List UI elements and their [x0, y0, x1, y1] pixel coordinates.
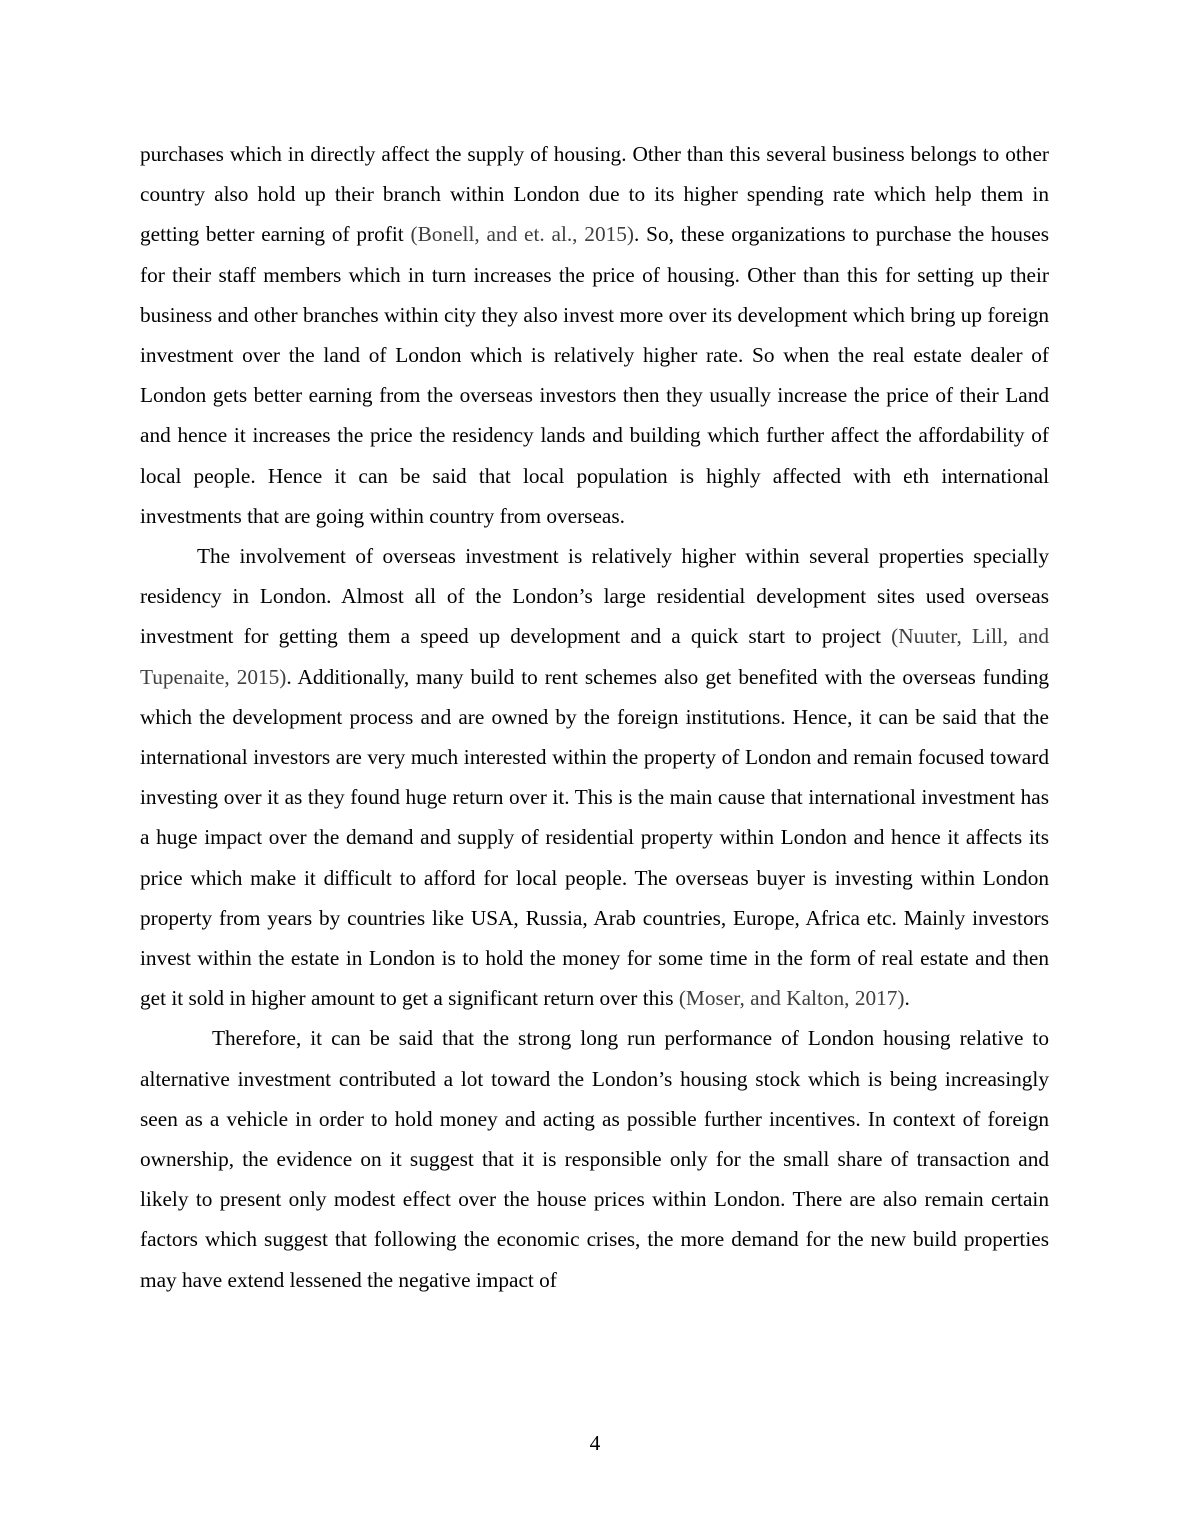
text-run: .	[904, 986, 910, 1011]
citation-nuuter: (Nuuter, Lill, and Tupenaite, 2015)	[140, 624, 1049, 689]
paragraph-2	[140, 536, 1049, 1018]
paragraph-3	[140, 1018, 1049, 1299]
body-text	[140, 134, 1049, 1300]
text-run: Therefore, it can be said that the strong long run performance of London housing relative to alternative investment contributed a lot toward the London’s housing stock which is being increasingly seen as a vehicle in order to hold money and acting as possible further incentives. In context of foreign ownership, the evidence on it suggest that it is responsible only for the small share of transaction and likely to present only modest effect over the house prices within London. There are also remain certain factors which suggest that following the economic crises, the more demand for the new build properties may have extend lessened the negative impact of	[140, 1026, 1049, 1292]
text-run: . Additionally, many build to rent schemes also get benefited with the overseas funding which the development process and are owned by the foreign institutions. Hence, it can be said that the international investors are very much interested within the property of London and remain focused toward investing over it as they found huge return over it. This is the main cause that international investment has a huge impact over the demand and supply of residential property within London and hence it affects its price which make it difficult to afford for local people. The overseas buyer is investing within London property from years by countries like USA, Russia, Arab countries, Europe, Africa etc. Mainly investors invest within the estate in London is to hold the money for some time in the form of real estate and then get it sold in higher amount to get a significant return over this	[140, 664, 1049, 1011]
citation-bonell: (Bonell, and et. al., 2015)	[410, 222, 634, 247]
text-run: The involvement of overseas investment is relatively higher within several properties specially residency in London. Almost all of the London’s large residential development sites used overseas investment for getting them a speed up development and a quick start to project	[140, 544, 1049, 649]
text-run: purchases which in directly affect the supply of housing. Other than this several business belongs to other country also hold up their branch within London due to its higher spending rate which help them in getting better earning of profit	[140, 142, 1049, 247]
text-run: . So, these organizations to purchase the houses for their staff members which in turn increases the price of housing. Other than this for setting up their business and other branches within city they also invest more over its development which bring up foreign investment over the land of London which is relatively higher rate. So when the real estate dealer of London gets better earning from the overseas investors then they usually increase the price of their Land and hence it increases the price the residency lands and building which further affect the affordability of local people. Hence it can be said that local population is highly affected with eth international investments that are going within country from overseas.	[140, 222, 1049, 528]
paragraph-1	[140, 134, 1049, 536]
citation-moser: (Moser, and Kalton, 2017)	[678, 986, 905, 1011]
page-number: 4	[589, 1431, 601, 1455]
